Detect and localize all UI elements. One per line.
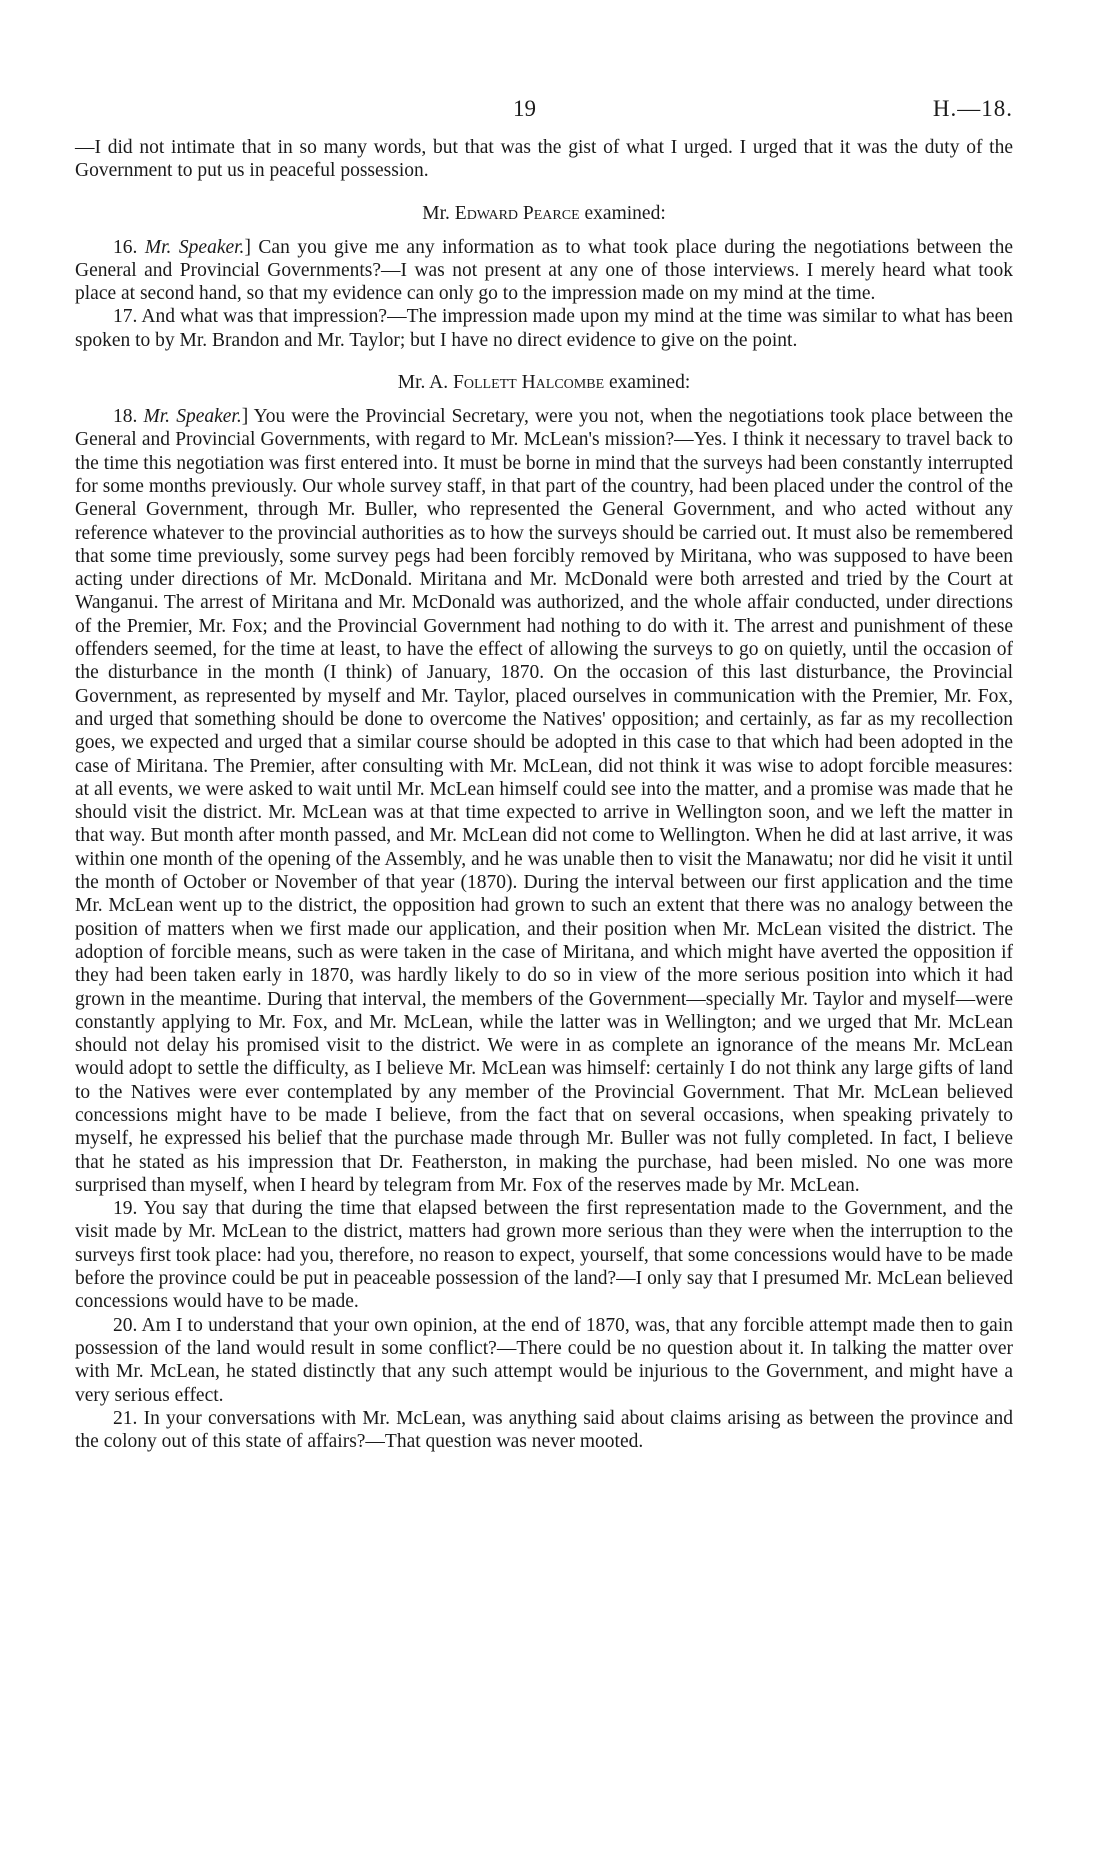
question-number: 18. xyxy=(113,406,138,428)
witness-name: Follett Halcombe xyxy=(453,372,605,394)
question-text: In your conversations with Mr. McLean, was anything said about claims arising as between the province and the colony out of this state of affairs?—That question was never mooted. xyxy=(75,1407,1014,1453)
document-code: H.—18. xyxy=(932,96,1013,121)
witness-name: Edward Pearce xyxy=(454,202,580,224)
question-number: 20. xyxy=(113,1314,138,1336)
heading-suffix: examined: xyxy=(609,372,691,394)
question-18 xyxy=(75,405,1013,1197)
page-header xyxy=(75,96,1013,136)
question-text: Am I to understand that your own opinion, at the end of 1870, was, that any forcible attempt made then to gain possession of the land would result in some conflict?—There could be no question about it. In talking the matter over with Mr. McLean, he stated distinctly that any such attempt would be injurious to the Government, and might have a very serious effect. xyxy=(75,1314,1013,1406)
question-number: 16. xyxy=(113,236,138,258)
question-text: ] Can you give me any information as to what took place during the negotiations between the General and Provincial Governments?—I was not present at any one of those interviews. I merely heard what took place at second hand, so that my evidence can only go to the impression made on my mind at the time. xyxy=(75,236,1013,305)
heading-prefix: Mr. xyxy=(422,202,450,224)
question-number: 19. xyxy=(113,1198,138,1220)
witness-heading-pearce xyxy=(75,202,1013,225)
question-16 xyxy=(75,236,1013,306)
heading-prefix: Mr. A. xyxy=(397,372,449,394)
question-19 xyxy=(75,1197,1013,1313)
speaker-label: Mr. Speaker. xyxy=(144,236,245,258)
question-text: And what was that impression?—The impression made upon my mind at the time was similar to what has been spoken to by Mr. Brandon and Mr. Taylor; but I have no direct evidence to give on the point. xyxy=(75,306,1013,351)
question-number: 17. xyxy=(113,306,138,328)
question-text: You say that during the time that elapsed between the first representation made to the Government, and the visit made by Mr. McLean to the district, matters had grown more serious than they were when the interruption to the surveys first took place: had you, therefore, no reason to expect, yourself, that some concessions would have to be made before the province could be put in peaceable possession of the land?—I only say that I presumed Mr. McLean believed concessions would have to be made. xyxy=(75,1198,1013,1313)
page-number: 19 xyxy=(513,96,536,121)
question-text: ] You were the Provincial Secretary, were you not, when the negotiations took place between the General and Provincial Governments, with regard to Mr. McLean's mission?—Yes. I think it necessary to travel back to the time this negotiation was first entered into. It must be borne in mind that the surveys had been constantly interrupted for some months previously. Our whole survey staff, in that part of the country, had been placed under the control of the General Government, through Mr. Buller, who represented the General Government, and who acted without any reference whatever to the provincial authorities as to how the surveys should be carried out. It must also be remembered that some time previously, some survey pegs had been forcibly removed by Miritana, who was supposed to have been acting under directions of Mr. McDonald. Miritana and Mr. McDonald were both arrested and tried by the Court at Wanganui. The arrest of Miritana and Mr. McDonald was authorized, and the whole affair conducted, under directions of the Premier, Mr. Fox; and the Provincial Government had nothing to do with it. The arrest and punishment of these offenders seemed, for the time at least, to have the effect of allowing the surveys to go on quietly, until the occasion of the disturbance in the month (I think) of January, 1870. On the occasion of this last disturbance, the Provincial Government, as represented by myself and Mr. Taylor, placed ourselves in communication with the Premier, Mr. Fox, and urged that something should be done to overcome the Natives' opposition; and certainly, as far as my recollection goes, we expected and urged that a similar course should be adopted in this case to that which had been adopted in the case of Miritana. The Premier, after consulting with Mr. McLean, did not think it was wise to adopt forcible measures: at all events, we were asked to wait until Mr. McLean himself could see into the matter, and a promise was made that he should visit the district. Mr. McLean was at that time expected to arrive in Wellington soon, and we left the matter in that way. But month after month passed, and Mr. McLean did not come to Wellington. When he did at last arrive, it was within one month of the opening of the Assembly, and he was unable then to visit the Manawatu; nor did he visit it until the month of October or November of that year (1870). During the interval between our first application and the time Mr. McLean went up to the district, the opposition had grown to such an extent that there was no analogy between the position of matters when we first made our application, and their position when Mr. McLean visited the district. The adoption of forcible means, such as were taken in the case of Miritana, and which might have averted the opposition if they had been taken early in 1870, was hardly likely to do so in view of the more serious position into which it had grown in the meantime. During that interval, the members of the Government—specially Mr. Taylor and myself—were constantly applying to Mr. Fox, and Mr. McLean, while the latter was in Wellington; and we urged that Mr. McLean should not delay his promised visit to the district. We were in as complete an ignorance of the means Mr. McLean would adopt to settle the difficulty, as I believe Mr. McLean was himself: certainly I do not think any large gifts of land to the Natives were ever contemplated by any member of the Provincial Government. That Mr. McLean believed concessions might have to be made I believe, from the fact that on several occasions, when speaking privately to myself, he expressed his belief that the purchase made through Mr. Buller was not fully completed. In fact, I believe that he stated as his impression that Dr. Featherston, in making the purchase, had been misled. No one was more surprised than myself, when I heard by telegram from Mr. Fox of the reserves made by Mr. McLean. xyxy=(75,406,1014,1196)
question-20 xyxy=(75,1314,1013,1407)
heading-suffix: examined: xyxy=(584,202,666,224)
speaker-label: Mr. Speaker. xyxy=(143,406,242,428)
question-number: 21. xyxy=(113,1407,138,1429)
witness-heading-halcombe xyxy=(75,371,1013,394)
intro-paragraph: —I did not intimate that in so many words, but that was the gist of what I urged. I urged that it was the duty of the Government to put us in peaceful possession. xyxy=(75,137,1013,182)
question-21 xyxy=(75,1407,1013,1454)
document-page xyxy=(75,96,1013,1453)
question-17 xyxy=(75,305,1013,352)
